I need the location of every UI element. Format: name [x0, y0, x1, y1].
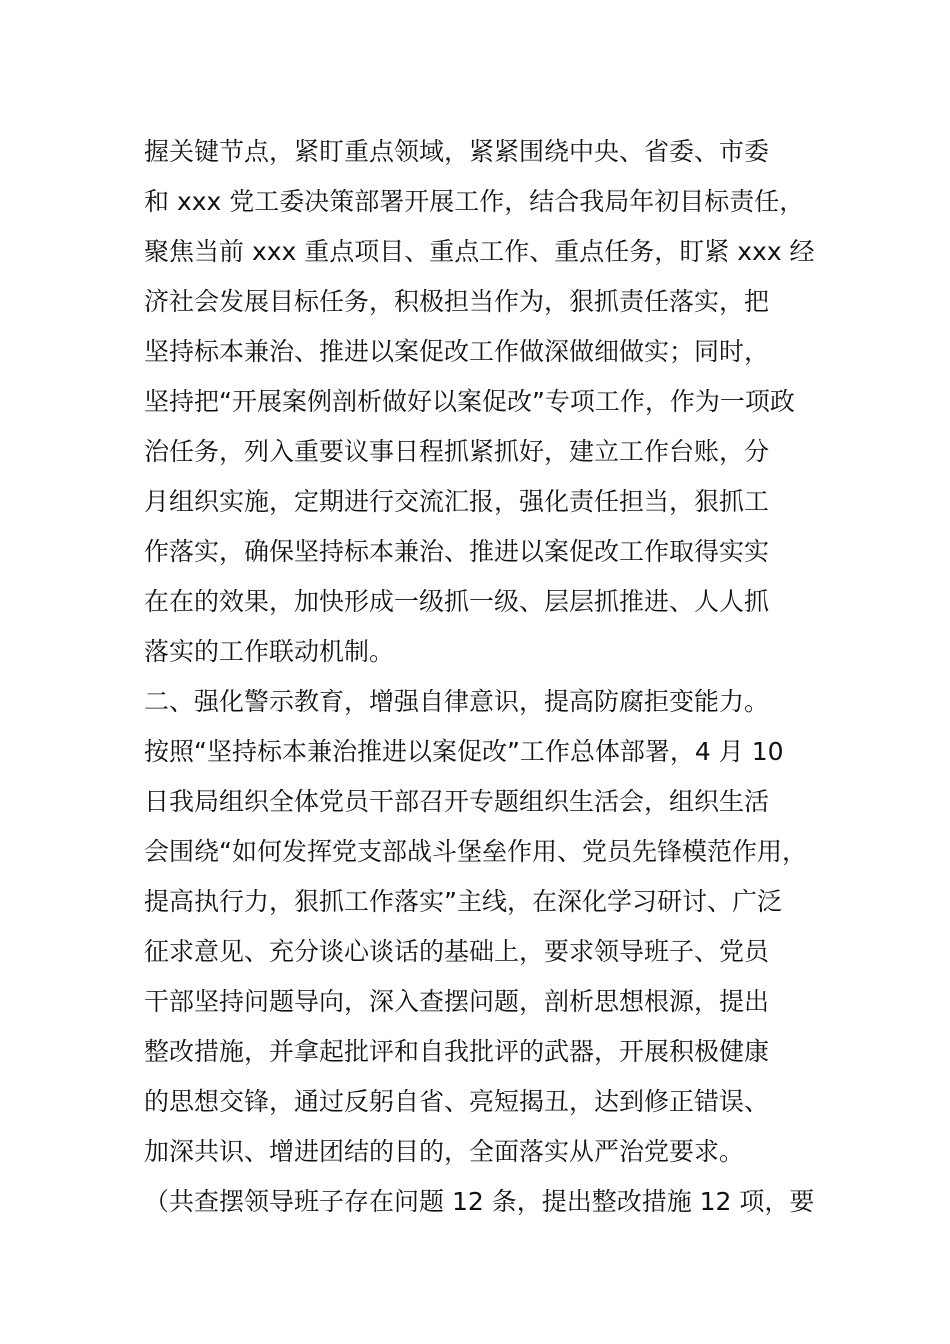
section-heading: 二、强化警示教育，增强自律意识，提高防腐拒变能力。	[144, 687, 770, 716]
text-line: 和 xxx 党工委决策部署开展工作，结合我局年初目标责任，	[144, 187, 805, 216]
text-line: （共查摆领导班子存在问题 12 条，提出整改措施 12 项，要	[144, 1187, 815, 1216]
text-line: 握关键节点，紧盯重点领域，紧紧围绕中央、省委、市委	[144, 137, 770, 166]
text-line: 会围绕“如何发挥党支部战斗堡垒作用、党员先锋模范作用，	[144, 837, 807, 866]
text-line: 干部坚持问题导向，深入查摆问题，剖析思想根源，提出	[144, 987, 770, 1016]
text-line: 作落实，确保坚持标本兼治、推进以案促改工作取得实实	[144, 537, 770, 566]
text-line: 提高执行力，狠抓工作落实”主线，在深化学习研讨、广泛	[144, 887, 782, 916]
text-line: 治任务，列入重要议事日程抓紧抓好，建立工作台账，分	[144, 437, 770, 466]
text-line: 坚持标本兼治、推进以案促改工作做深做细做实；同时，	[144, 337, 770, 366]
text-line: 的思想交锋，通过反躬自省、亮短揭丑，达到修正错误、	[144, 1087, 770, 1116]
text-line: 聚焦当前 xxx 重点项目、重点工作、重点任务，盯紧 xxx 经	[144, 237, 815, 266]
text-line: 月组织实施，定期进行交流汇报，强化责任担当，狠抓工	[144, 487, 770, 516]
text-line: 征求意见、充分谈心谈话的基础上，要求领导班子、党员	[144, 937, 770, 966]
text-line: 按照“坚持标本兼治推进以案促改”工作总体部署，4 月 10	[144, 737, 784, 766]
text-line: 整改措施，并拿起批评和自我批评的武器，开展积极健康	[144, 1037, 770, 1066]
body-text	[144, 127, 844, 1227]
text-line: 济社会发展目标任务，积极担当作为，狠抓责任落实，把	[144, 287, 770, 316]
text-line: 日我局组织全体党员干部召开专题组织生活会，组织生活	[144, 787, 770, 816]
text-line: 加深共识、增进团结的目的，全面落实从严治党要求。	[144, 1137, 745, 1166]
text-line: 坚持把“开展案例剖析做好以案促改”专项工作，作为一项政	[144, 387, 795, 416]
text-line: 落实的工作联动机制。	[144, 637, 395, 666]
text-line: 在在的效果，加快形成一级抓一级、层层抓推进、人人抓	[144, 587, 770, 616]
